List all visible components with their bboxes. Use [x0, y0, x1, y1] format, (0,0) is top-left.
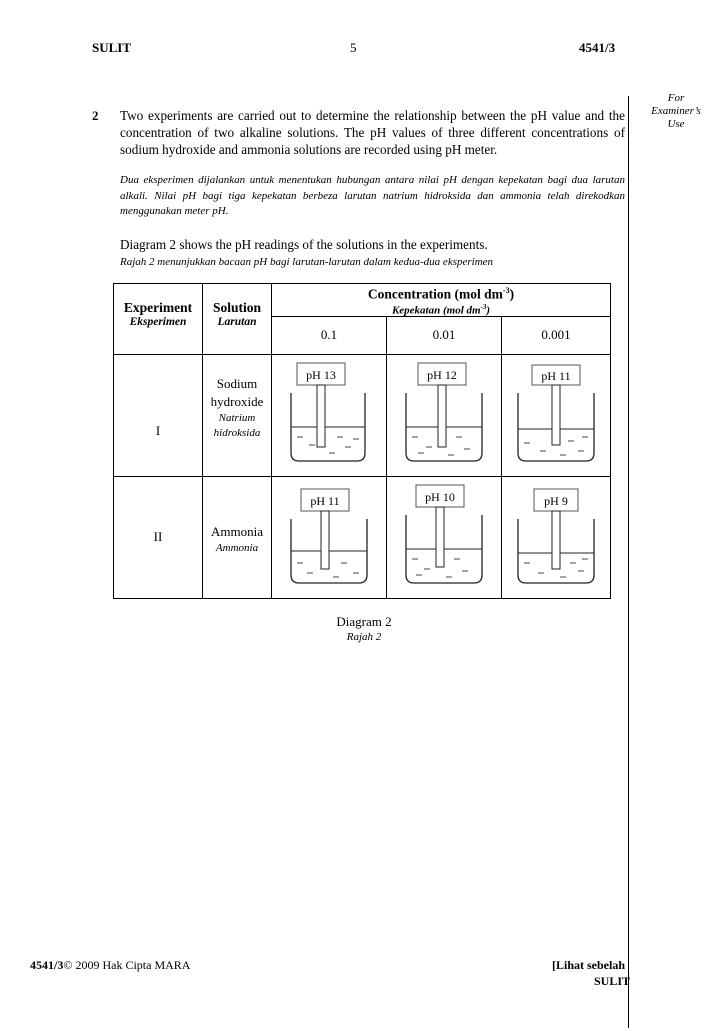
concentration-header-en — [272, 286, 610, 303]
examiner-line-3: Use — [667, 118, 685, 130]
experiment-header-en: Experiment — [123, 300, 193, 315]
experiment-header-my: Eksperimen — [129, 316, 187, 328]
concentration-close-my: ) — [486, 304, 491, 317]
concentration-unit-my: Kepekatan (mol dm — [391, 304, 481, 317]
beaker-cell — [387, 477, 502, 599]
experiment-header — [114, 284, 203, 355]
solution-name-my-1: Ammonia — [215, 542, 259, 555]
beaker-cell — [502, 477, 611, 599]
diagram-statement-my: Rajah 2 menunjukkan bacaan pH bagi larutan-larutan dalam kedua-dua eksperimen — [120, 256, 494, 268]
beaker-cell — [387, 355, 502, 477]
solution-cell — [203, 355, 272, 477]
beaker-with-ph-meter-icon — [516, 357, 596, 467]
concentration-exp-my: -3 — [480, 302, 487, 311]
solution-header-en: Solution — [212, 300, 262, 315]
question-text-en: Two experiments are carried out to determine the relationship between the pH value and the concentration of two alkaline solutions. The pH values of three different concentrations of sodium hydroxide and ammonia solutions are recorded using pH meter. — [120, 108, 625, 157]
ph-reading: pH 11 — [310, 494, 340, 509]
footer-turn-over: [Lihat sebelah — [552, 958, 626, 972]
solution-name-my-2: hidroksida — [213, 427, 261, 440]
solution-header — [203, 284, 272, 355]
concentration-exp-en: -3 — [502, 286, 510, 295]
footer-sulit: SULIT — [594, 974, 631, 988]
ph-reading: pH 9 — [544, 494, 568, 509]
concentration-close-en: ) — [509, 286, 515, 302]
solution-name-en-1: Sodium — [216, 376, 258, 392]
beaker-with-ph-meter-icon — [404, 357, 484, 467]
footer-copyright — [30, 958, 190, 973]
question-number: 2 — [92, 108, 99, 123]
page-number: 5 — [350, 40, 357, 55]
examiner-line-1: For — [667, 92, 685, 104]
footer-copyright-text: © 2009 Hak Cipta MARA — [63, 958, 191, 972]
beaker-with-ph-meter-icon — [289, 357, 369, 467]
experiment-number: II — [114, 477, 203, 599]
examiner-line-2: Examiner’s — [651, 105, 701, 117]
solution-name-my-1: Natrium — [218, 412, 256, 425]
ph-reading: pH 11 — [541, 369, 571, 384]
concentration-header-my — [272, 303, 610, 317]
footer-code: 4541/3 — [30, 958, 64, 972]
concentration-value-2: 0.01 — [387, 317, 502, 355]
solution-cell — [203, 477, 272, 599]
beaker-cell — [272, 477, 387, 599]
experiment-number: I — [114, 355, 203, 477]
results-table — [113, 283, 611, 599]
beaker-with-ph-meter-icon — [516, 479, 596, 589]
table-row-experiment-2 — [114, 477, 611, 599]
paper-code: 4541/3 — [579, 40, 616, 55]
concentration-header — [272, 284, 611, 317]
concentration-value-3: 0.001 — [502, 317, 611, 355]
beaker-cell — [272, 355, 387, 477]
header-sulit: SULIT — [92, 40, 132, 55]
diagram-caption-my: Rajah 2 — [346, 631, 382, 643]
beaker-with-ph-meter-icon — [404, 479, 484, 589]
concentration-value-1: 0.1 — [272, 317, 387, 355]
solution-header-my: Larutan — [217, 316, 257, 328]
ph-reading: pH 12 — [427, 368, 457, 383]
solution-name-en-1: Ammonia — [211, 524, 263, 540]
ph-reading: pH 13 — [306, 368, 336, 383]
table-row-experiment-1 — [114, 355, 611, 477]
ph-reading: pH 10 — [425, 490, 455, 505]
question-text-my: Dua eksperimen dijalankan untuk menentukan hubungan antara nilai pH dengan kepekatan bagi dua larutan alkali. Nilai pH bagi tiga kepekatan berbeza larutan natrium hidroksida dan ammonia telah direkodkan menggunakan meter pH. — [120, 174, 625, 217]
examiner-margin-line — [628, 96, 629, 1028]
examiner-use-label — [636, 92, 716, 131]
concentration-unit-en: Concentration (mol dm — [367, 286, 503, 302]
table-header-row — [114, 284, 611, 317]
diagram-statement-en: Diagram 2 shows the pH readings of the solutions in the experiments. — [120, 237, 488, 252]
diagram-caption-en: Diagram 2 — [336, 614, 392, 629]
beaker-with-ph-meter-icon — [289, 479, 369, 589]
beaker-cell — [502, 355, 611, 477]
solution-name-en-2: hydroxide — [210, 394, 264, 410]
